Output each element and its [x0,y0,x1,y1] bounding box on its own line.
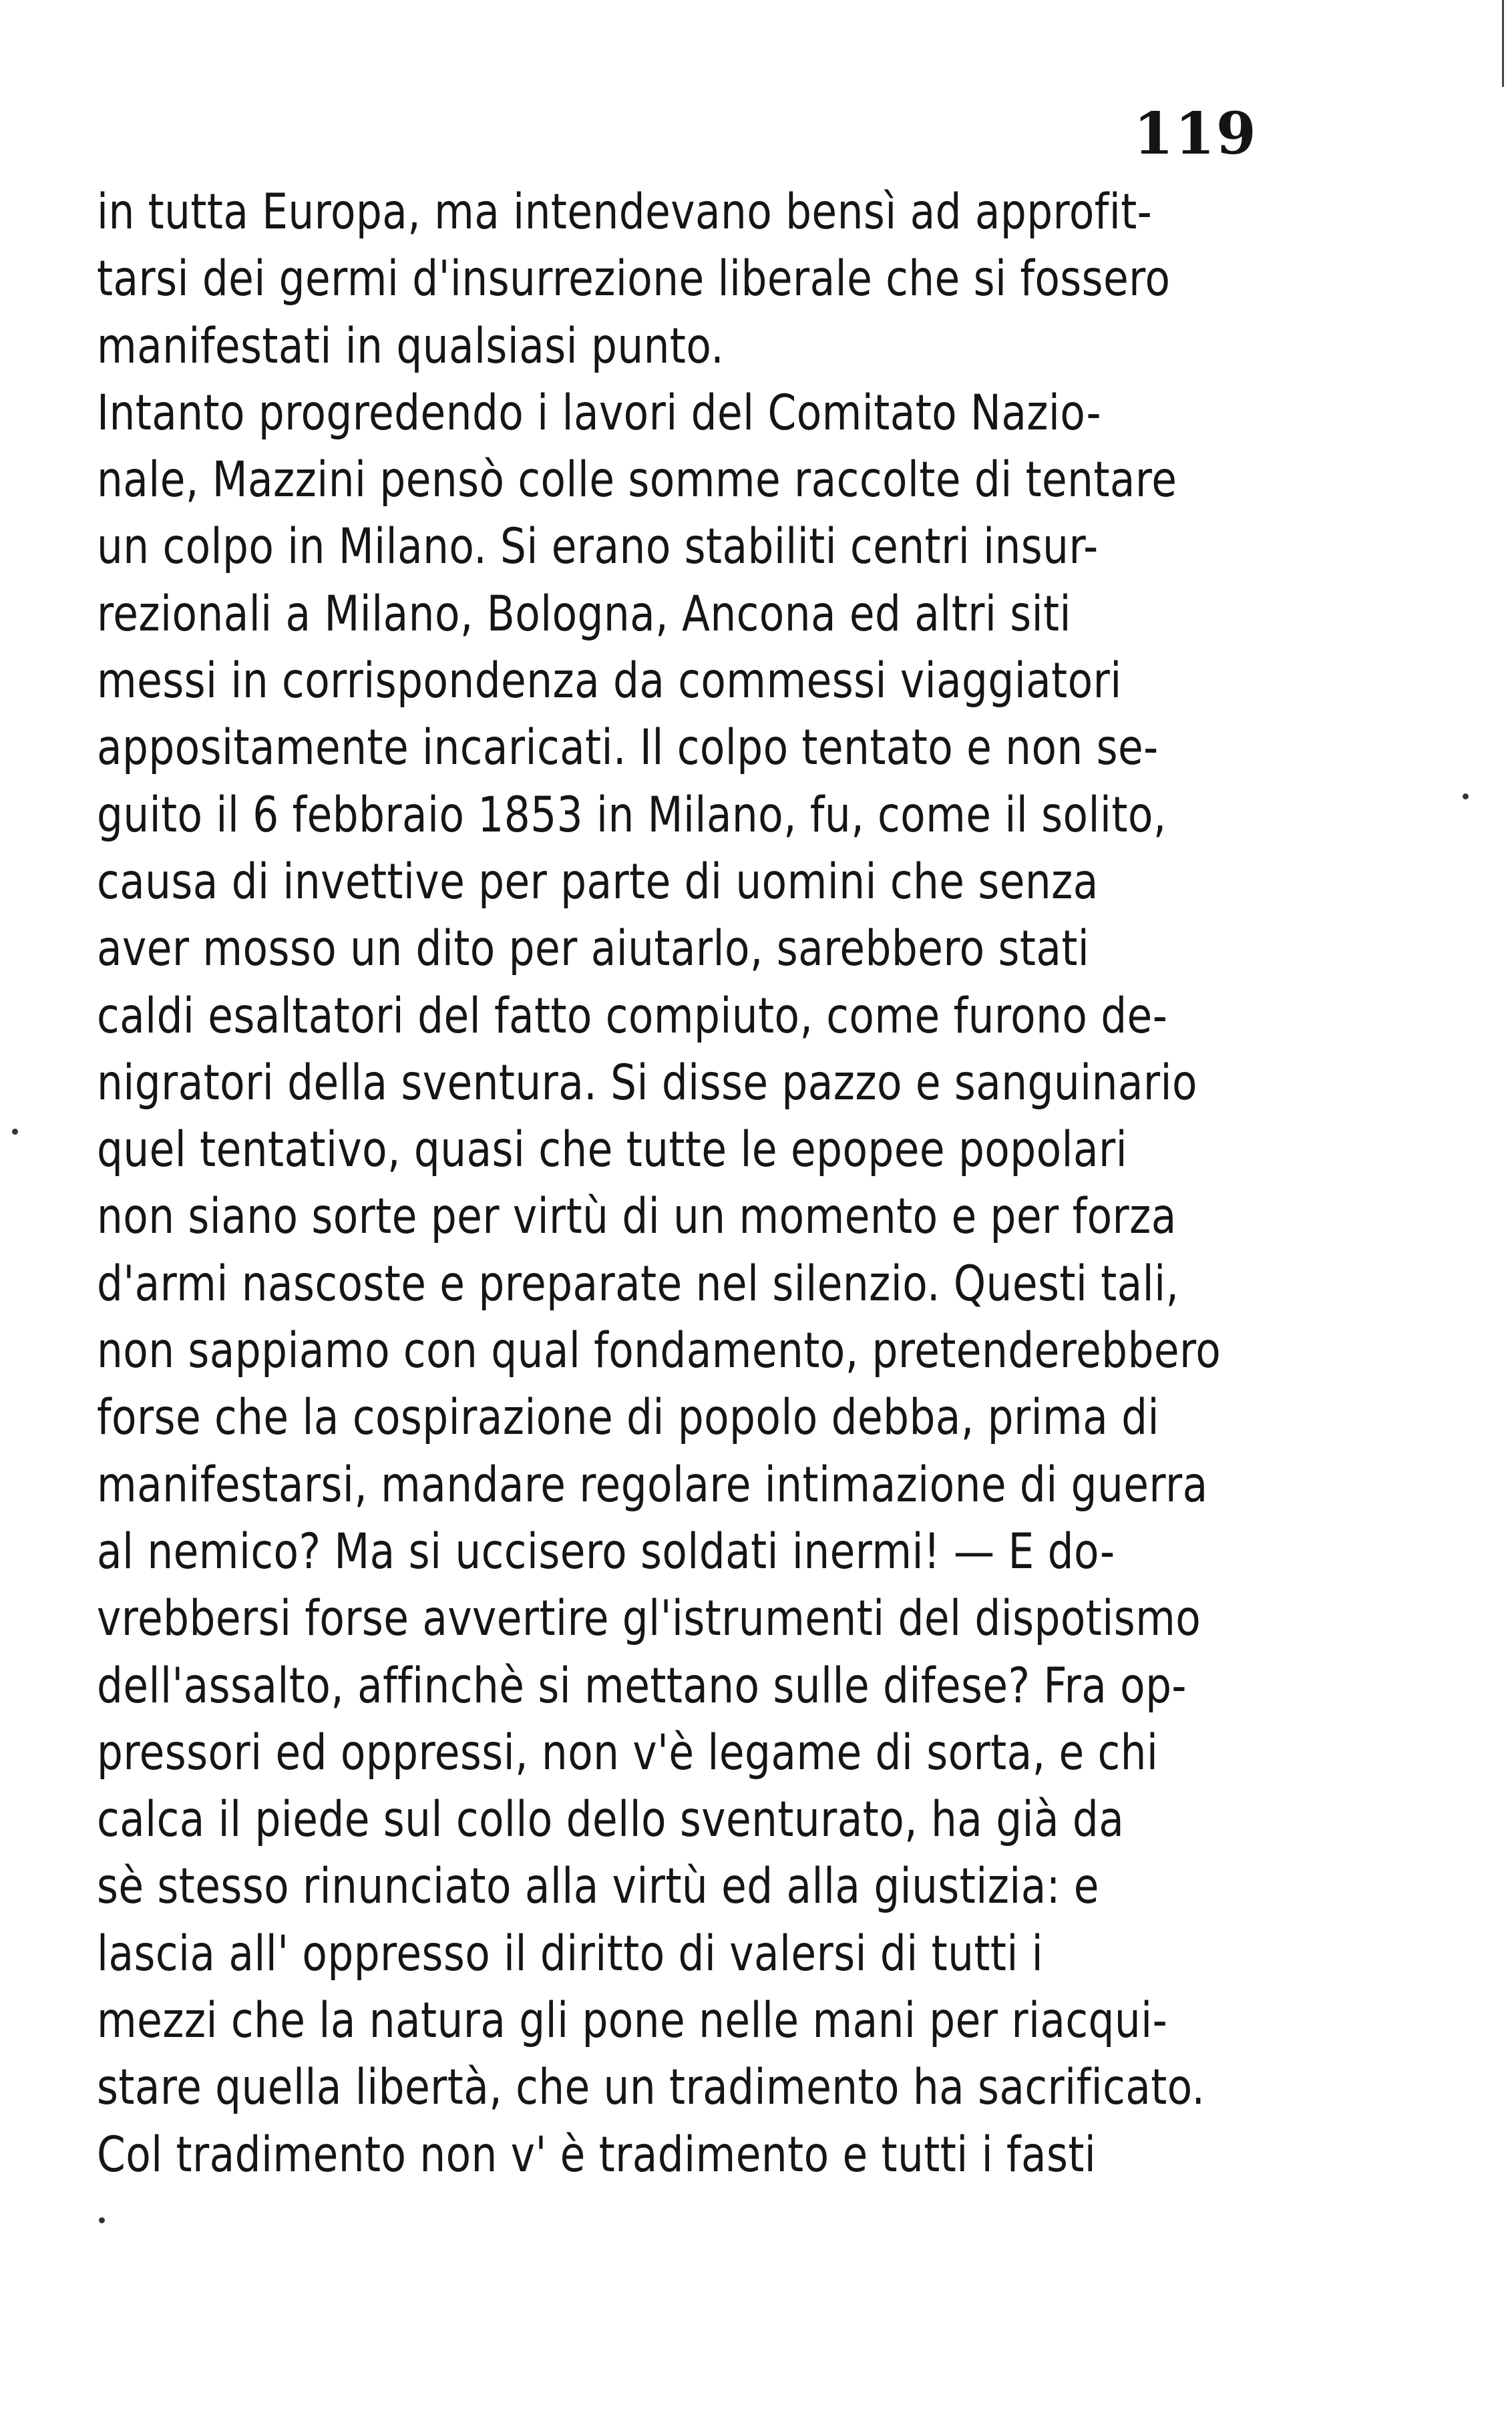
text-line: dell'assalto, affinchè si mettano sulle difese? Fra op- [97,1657,1187,1714]
ink-speck [12,1129,18,1135]
text-line: calca il piede sul collo dello sventurato, ha già da [97,1791,1125,1849]
text-line: mezzi che la natura gli pone nelle mani per riacqui- [97,1992,1168,2050]
text-line: sè stesso rinunciato alla virtù ed alla giustizia: e [97,1858,1099,1915]
text-line: quel tentativo, quasi che tutte le epopee popolari [97,1121,1128,1179]
ink-speck [1463,793,1469,799]
text-line: stare quella libertà, che un tradimento ha sacrificato. [97,2059,1205,2116]
text-line: un colpo in Milano. Si erano stabiliti centri insur- [97,518,1099,576]
text-line: nigratori della sventura. Si disse pazzo e sanguinario [97,1054,1197,1111]
text-line: messi in corrispondenza da commessi viaggiatori [97,653,1122,710]
text-line: Intanto progredendo i lavori del Comitato Nazio- [97,384,1102,441]
text-line: rezionali a Milano, Bologna, Ancona ed altri siti [97,585,1071,642]
ink-speck [99,2217,105,2223]
body-text [97,179,1307,2189]
text-line: pressori ed oppressi, non v'è legame di sorta, e chi [97,1724,1159,1781]
text-line: aver mosso un dito per aiutarlo, sarebbero stati [97,920,1090,978]
text-line: al nemico? Ma si uccisero soldati inermi! — E do- [97,1523,1115,1580]
page-number: 119 [1133,100,1258,168]
scan-edge-mark [1502,0,1504,87]
text-line: forse che la cospirazione di popolo debba, prima di [97,1389,1159,1447]
text-line: in tutta Europa, ma intendevano bensì ad approfit- [97,184,1153,240]
text-line: non siano sorte per virtù di un momento e per forza [97,1188,1177,1246]
text-line: caldi esaltatori del fatto compiuto, come furono de- [97,987,1168,1045]
text-line: appositamente incaricati. Il colpo tentato e non se- [97,719,1159,777]
text-line: Col tradimento non v' è tradimento e tutti i fasti [97,2126,1097,2183]
text-line: nale, Mazzini pensò colle somme raccolte di tentare [97,451,1177,509]
text-line: tarsi dei germi d'insurrezione liberale che si fossero [97,250,1171,308]
text-line: guito il 6 febbraio 1853 in Milano, fu, come il solito, [97,786,1167,844]
text-line: lascia all' oppresso il diritto di valersi di tutti i [97,1925,1044,1982]
text-line: causa di invettive per parte di uomini che senza [97,853,1099,910]
text-line: manifestarsi, mandare regolare intimazione di guerra [97,1456,1208,1513]
text-line: d'armi nascoste e preparate nel silenzio. Questi tali, [97,1255,1179,1312]
text-line: non sappiamo con qual fondamento, pretenderebbero [97,1322,1221,1380]
text-line: manifestati in qualsiasi punto. [97,317,725,375]
text-line: vrebbersi forse avvertire gl'istrumenti del dispotismo [97,1590,1201,1648]
